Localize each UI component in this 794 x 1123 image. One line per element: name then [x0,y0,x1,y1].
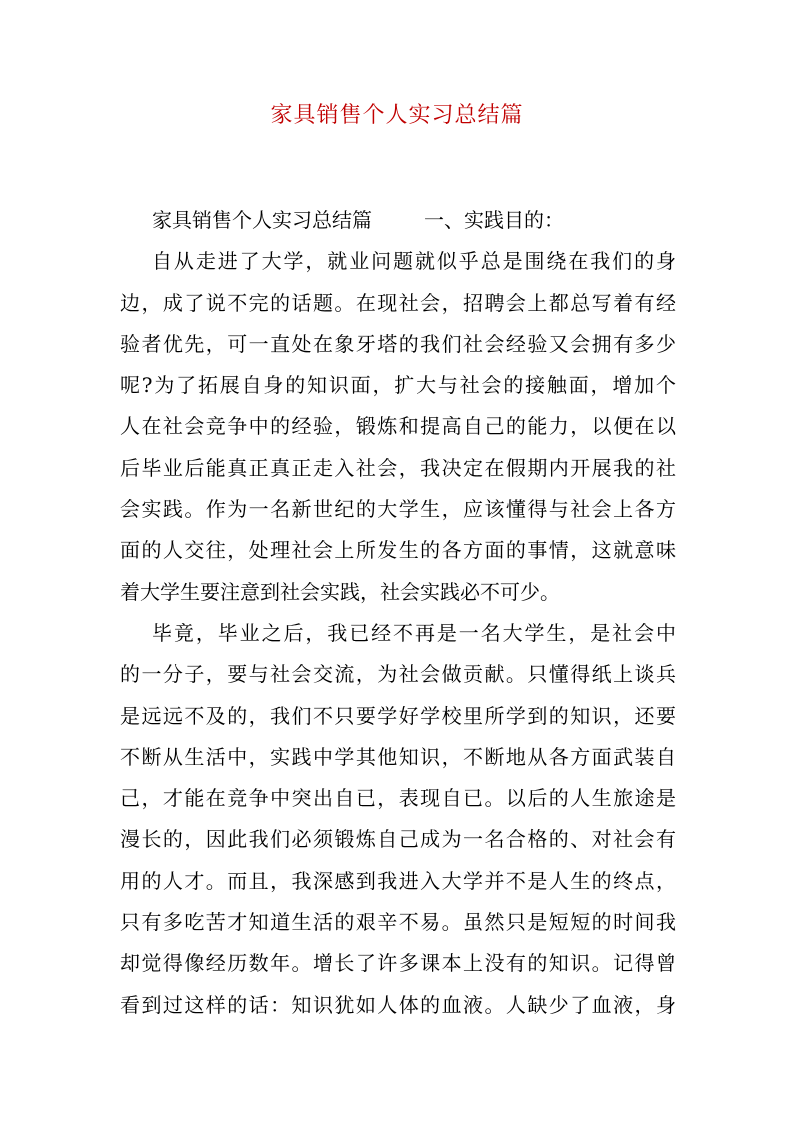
paragraph-line: 却觉得像经历数年。增长了许多课本上没有的知识。记得曾 [120,951,676,976]
paragraph-line: 用的人才。而且，我深感到我进入大学并不是人生的终点， [120,868,676,893]
paragraph-line: 只有多吃苦才知道生活的艰辛不易。虽然只是短短的时间我 [120,910,676,935]
paragraph-line: 会实践。作为一名新世纪的大学生，应该懂得与社会上各方 [120,497,676,522]
paragraph-line: 是远远不及的，我们不只要学好学校里所学到的知识，还要 [120,703,676,728]
paragraph-line: 的一分子，要与社会交流，为社会做贡献。只懂得纸上谈兵 [120,662,676,687]
paragraph-line: 着大学生要注意到社会实践，社会实践必不可少。 [120,579,560,604]
section-heading: 一、实践目的： [424,208,564,232]
paragraph-line: 看到过这样的话：知识犹如人体的血液。人缺少了血液，身 [120,992,676,1017]
paragraph-line: 验者优先，可一直处在象牙塔的我们社会经验又会拥有多少 [120,331,676,356]
paragraph-line: 人在社会竞争中的经验，锻炼和提高自己的能力，以便在以 [120,414,676,439]
lead-line [120,200,676,241]
paragraph-line: 己，才能在竞争中突出自已，表现自已。以后的人生旅途是 [120,786,676,811]
paragraph-line: 漫长的，因此我们必须锻炼自己成为一名合格的、对社会有 [120,827,676,852]
paragraph-line: 后毕业后能真正真正走入社会，我决定在假期内开展我的社 [120,455,676,480]
paragraph-line: 呢?为了拓展自身的知识面，扩大与社会的接触面，增加个 [120,373,676,398]
paragraph-line: 面的人交往，处理社会上所发生的各方面的事情，这就意味 [120,538,676,563]
lead-heading: 家具销售个人实习总结篇 [152,208,372,232]
paragraph-line: 不断从生活中，实践中学其他知识，不断地从各方面武装自 [120,744,676,769]
paragraph-line: 边，成了说不完的话题。在现社会，招聘会上都总写着有经 [120,290,676,315]
document-body [120,200,676,1026]
paragraph-line: 自从走进了大学，就业问题就似乎总是围绕在我们的身 [152,249,676,274]
document-title: 家具销售个人实习总结篇 [270,103,524,128]
paragraph-line: 毕竟，毕业之后，我已经不再是一名大学生，是社会中 [152,620,676,645]
